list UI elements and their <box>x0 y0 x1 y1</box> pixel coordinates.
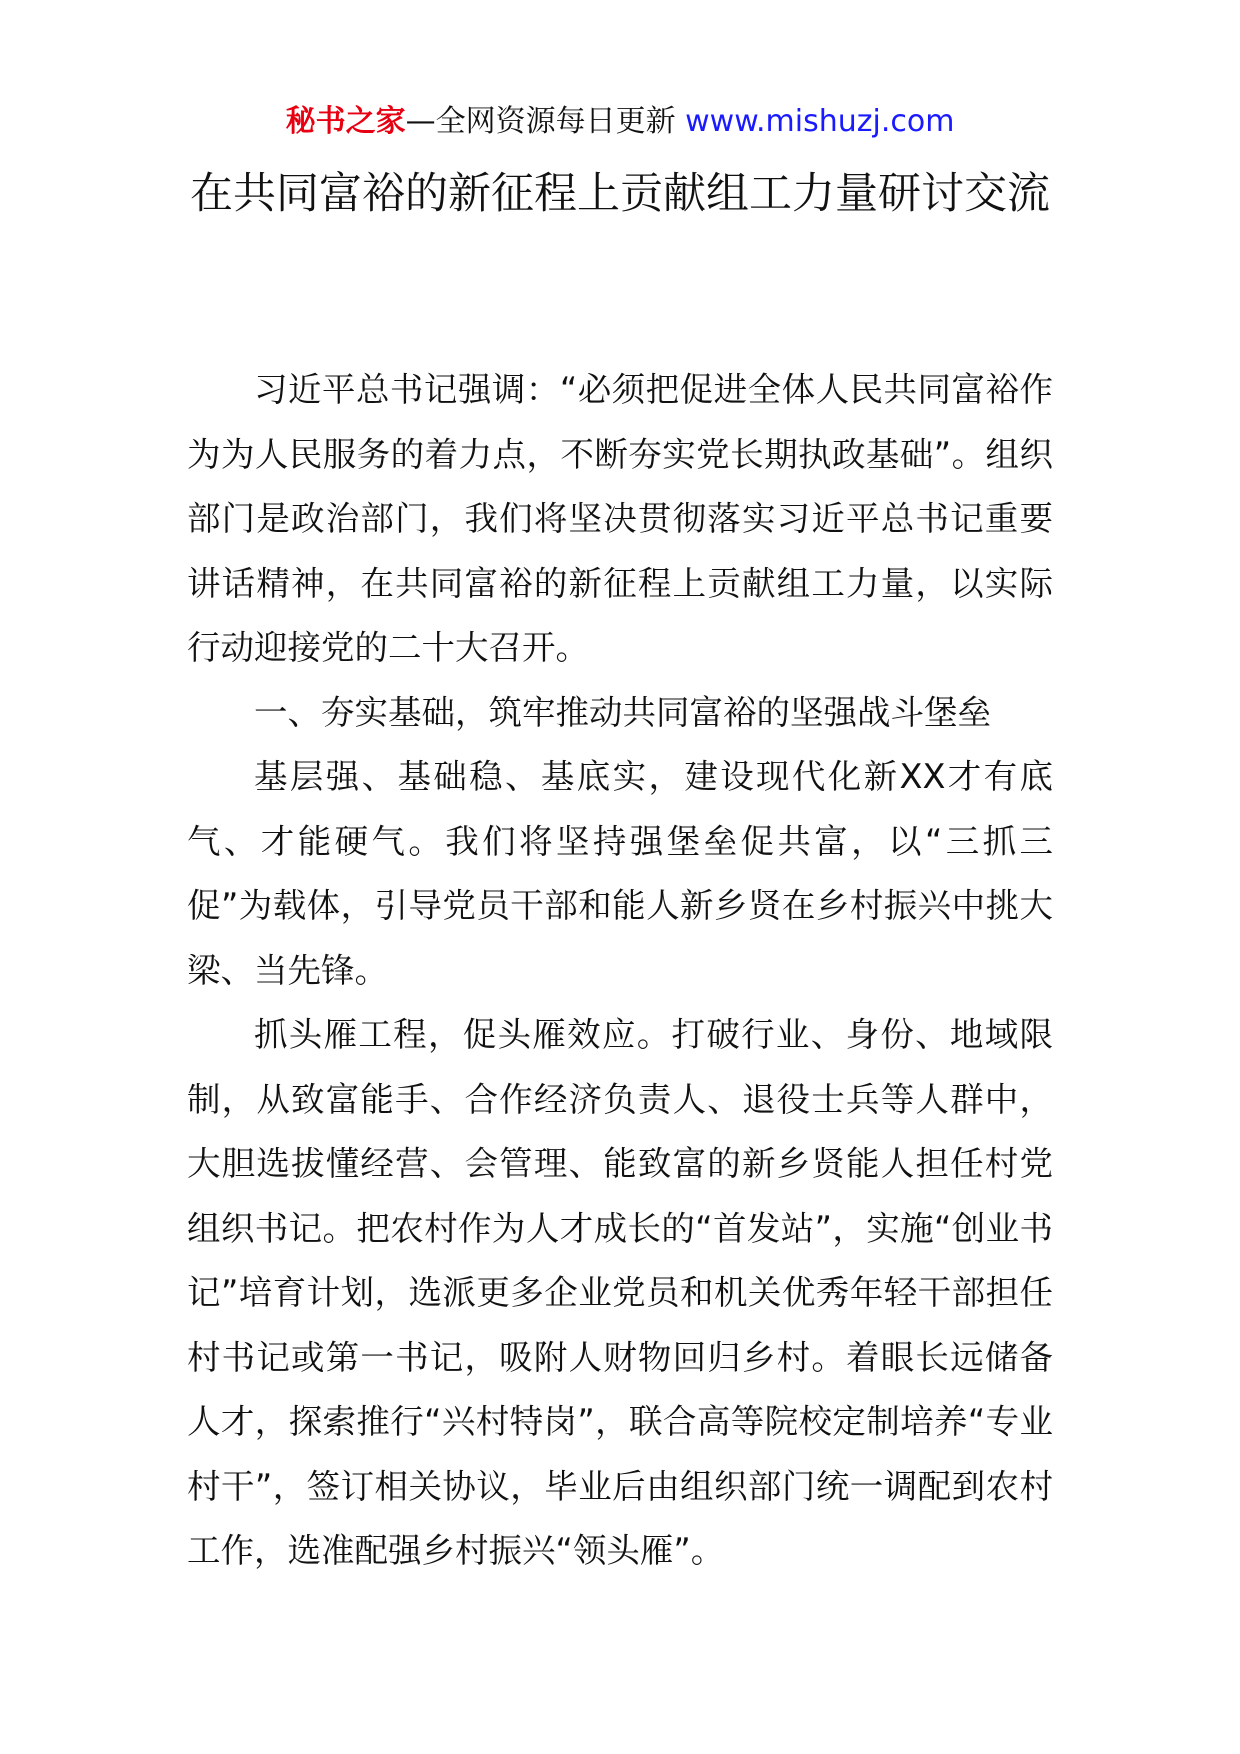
paragraph-section-1-overview: 基层强、基础稳、基底实，建设现代化新XX才有底气、才能硬气。我们将坚持强堡垒促共富，以“三抓三促”为载体，引导党员干部和能人新乡贤在乡村振兴中挑大梁、当先锋。 <box>187 757 1053 990</box>
site-url-link[interactable]: www.mishuzj.com <box>685 104 955 139</box>
document-body <box>187 358 1053 1584</box>
document-title: 在共同富裕的新征程上贡献组工力量研讨交流 <box>190 169 1050 219</box>
site-brand: 秘书之家 <box>285 104 406 139</box>
site-tagline: —全网资源每日更新 <box>405 104 676 139</box>
section-heading-1: 一、夯实基础，筑牢推动共同富裕的坚强战斗堡垒 <box>254 692 991 732</box>
paragraph-section-1-detail: 抓头雁工程，促头雁效应。打破行业、身份、地域限制，从致富能手、合作经济负责人、退役士兵等人群中，大胆选拔懂经营、会管理、能致富的新乡贤能人担任村党组织书记。把农村作为人才成长的“首发站”，实施“创业书记”培育计划，选派更多企业党员和机关优秀年轻干部担任村书记或第一书记，吸附人财物回归乡村。着眼长远储备人才，探索推行“兴村特岗”，联合高等院校定制培养“专业村干”，签订相关协议，毕业后由组织部门统一调配到农村工作，选准配强乡村振兴“领头雁”。 <box>187 1015 1053 1570</box>
site-header <box>0 100 1240 144</box>
paragraph-intro: 习近平总书记强调：“必须把促进全体人民共同富裕作为为人民服务的着力点，不断夯实党长期执政基础”。组织部门是政治部门，我们将坚决贯彻落实习近平总书记重要讲话精神，在共同富裕的新征程上贡献组工力量，以实际行动迎接党的二十大召开。 <box>187 370 1053 667</box>
